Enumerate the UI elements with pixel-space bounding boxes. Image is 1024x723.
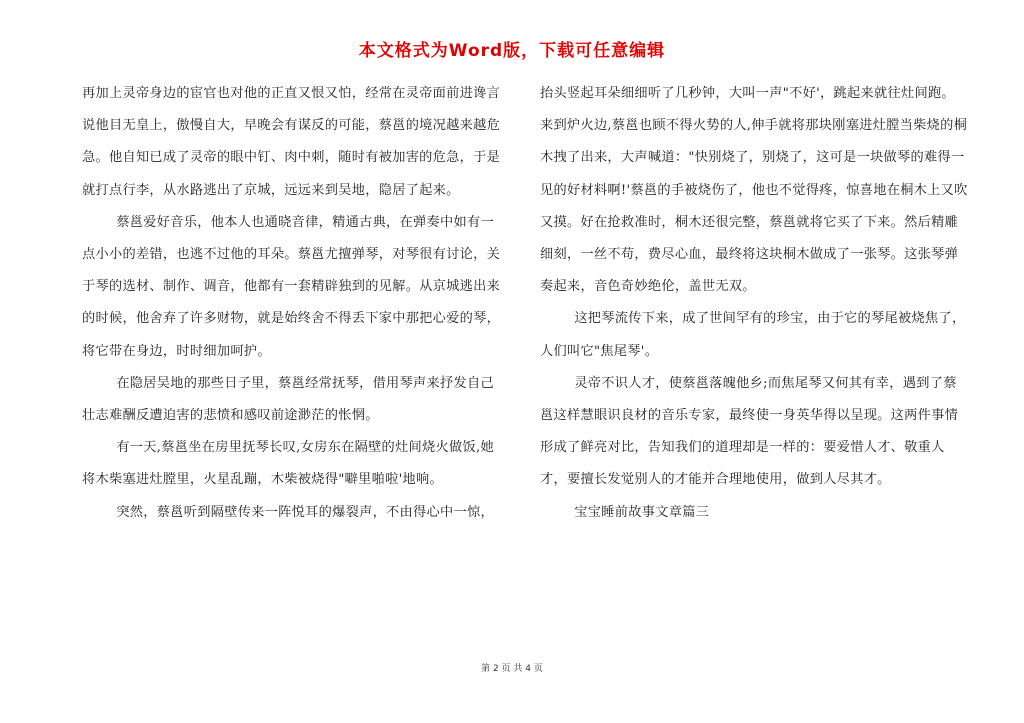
paragraph: 蔡邕爱好音乐，他本人也通晓音律，精通古典，在弹奏中如有一点小小的差错，也逃不过他的耳朵。蔡邕尤擅弹琴，对琴很有讨论，关于琴的选材、制作、调音，他都有一套精辟独到的见解。从京城逃出来的时候，他舍弃了许多财物，就是始终舍不得丢下家中那把心爱的琴，将它带在身边，时时细加呵护。 (82, 214, 501, 359)
left-column (82, 78, 502, 529)
page-number: 第 2 页 共 4 页 (481, 664, 543, 674)
paragraph: 灵帝不识人才，使蔡邕落魄他乡;而焦尾琴又何其有幸，遇到了蔡邕这样慧眼识良材的音乐专家，最终使一身英华得以呈现。这两件事情形成了鲜亮对比，告知我们的道理却是一样的：要爱惜人才、敬重人才，要擅长发觉别人的才能并合理地使用，做到人尽其才。 (540, 375, 959, 488)
paragraph: 这把琴流传下来，成了世间罕有的珍宝，由于它的琴尾被烧焦了，人们叫它"焦尾琴'。 (540, 311, 966, 359)
paragraph: 抬头竖起耳朵细细听了几秒钟，大叫一声"不好'，跳起来就往灶间跑。来到炉火边,蔡邕也顾不得火势的人,伸手就将那块刚塞进灶膛当柴烧的桐木拽了出来，大声喊道："快别烧了，别烧了，这可是一块做琴的难得一见的好材料啊!'蔡邕的手被烧伤了，他也不觉得疼，惊喜地在桐木上又吹又摸。好在抢救准时，桐木还很完整，蔡邕就将它买了下来。然后精雕细刻，一丝不苟，费尽心血，最终将这块桐木做成了一张琴。这张琴弹奏起来，音色奇妙绝伦，盖世无双。 (540, 86, 968, 295)
format-banner: 本文格式为Word版，下载可任意编辑 (358, 41, 666, 61)
paragraph: 突然，蔡邕听到隔壁传来一阵悦耳的爆裂声，不由得心中一惊， (116, 504, 494, 520)
paragraph: 有一天,蔡邕坐在房里抚琴长叹,女房东在隔壁的灶间烧火做饭,她将木柴塞进灶膛里，火星乱蹦，木柴被烧得"噼里啪啦'地响。 (82, 440, 494, 488)
paragraph: 在隐居吴地的那些日子里，蔡邕经常抚琴，借用琴声来抒发自己壮志难酬反遭迫害的悲愤和感叹前途渺茫的怅惘。 (82, 375, 494, 424)
right-column (540, 78, 968, 529)
section-heading: 宝宝睡前故事文章篇三 (574, 504, 710, 520)
paragraph: 再加上灵帝身边的宦官也对他的正直又恨又怕，经常在灵帝面前进谗言说他目无皇上，傲慢自大，早晚会有谋反的可能，蔡邕的境况越来越危急。他自知已成了灵帝的眼中钉、肉中刺，随时有被加害的危急，于是就打点行李，从水路逃出了京城，远远来到吴地，隐居了起来。 (82, 86, 501, 198)
